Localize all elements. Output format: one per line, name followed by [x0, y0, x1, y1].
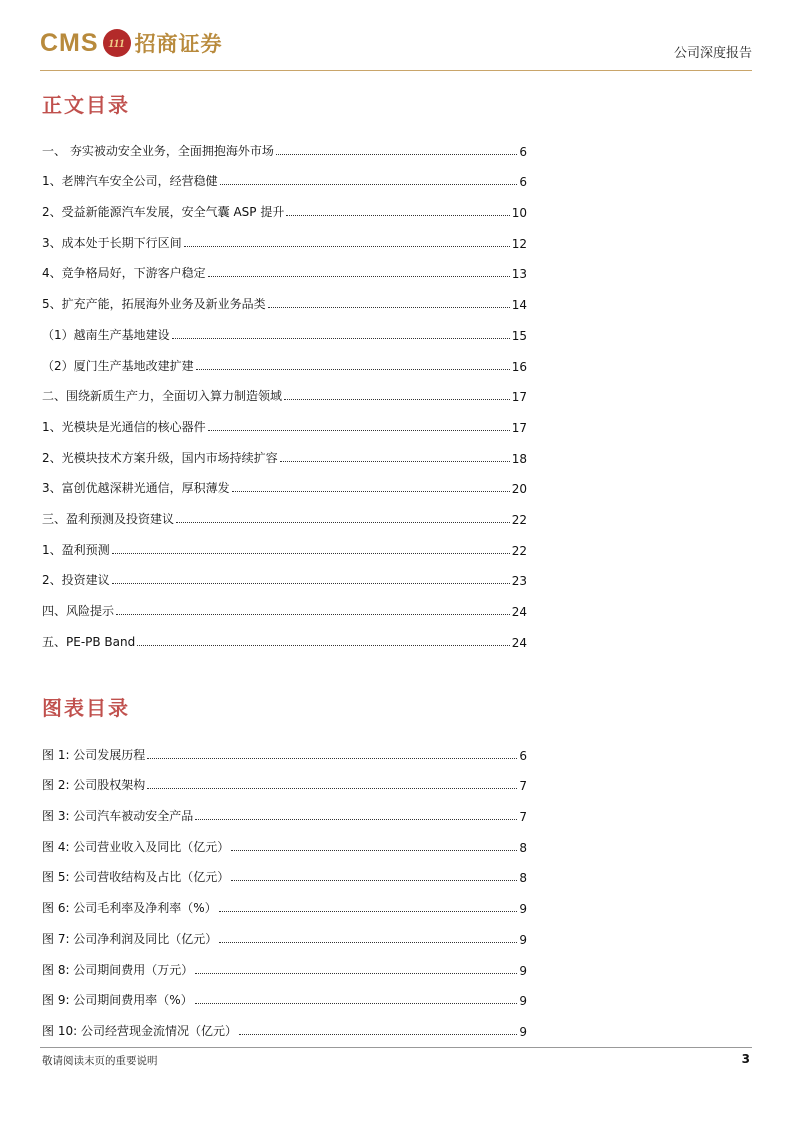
toc-entry-label[interactable]: 3、成本处于长期下行区间 — [42, 235, 182, 250]
toc-entry-page[interactable]: 24 — [511, 635, 527, 650]
toc-entry[interactable] — [42, 466, 527, 497]
toc-entry-label[interactable]: 二、围绕新质生产力，全面切入算力制造领域 — [42, 389, 283, 404]
toc-leader-dots — [137, 645, 509, 646]
page-number: 3 — [741, 1052, 750, 1066]
toc-entry-page[interactable]: 15 — [511, 328, 527, 343]
footer-divider — [40, 1047, 752, 1048]
header-divider — [40, 70, 752, 71]
toc-entry[interactable] — [42, 312, 527, 343]
toc-entry[interactable] — [42, 947, 527, 978]
toc-entry[interactable] — [42, 558, 527, 589]
toc-entry[interactable] — [42, 978, 527, 1009]
toc-leader-dots — [196, 369, 510, 370]
toc-entry-page[interactable]: 7 — [519, 779, 527, 794]
toc-entry[interactable] — [42, 1008, 527, 1039]
toc-entry-label[interactable]: 2、投资建议 — [42, 573, 110, 588]
toc-leader-dots — [195, 819, 517, 820]
toc-entry-label[interactable]: 4、竞争格局好，下游客户稳定 — [42, 266, 206, 281]
cms-logo — [40, 28, 223, 58]
toc-entry-label[interactable]: 图 1: 公司发展历程 — [42, 747, 146, 762]
toc-leader-dots — [184, 246, 510, 247]
toc-entry-page[interactable]: 13 — [511, 267, 527, 282]
toc-entry-page[interactable]: 6 — [519, 144, 527, 159]
toc-leader-dots — [268, 307, 510, 308]
toc-entry[interactable] — [42, 793, 527, 824]
toc-leader-dots — [286, 215, 509, 216]
toc-entry[interactable] — [42, 527, 527, 558]
toc-entry[interactable] — [42, 855, 527, 886]
toc-entry[interactable] — [42, 128, 527, 159]
toc-entry[interactable] — [42, 916, 527, 947]
toc-entry[interactable] — [42, 619, 527, 650]
toc-entry[interactable] — [42, 824, 527, 855]
toc-entry-page[interactable]: 22 — [511, 512, 527, 527]
toc-entry-label[interactable]: 图 3: 公司汽车被动安全产品 — [42, 809, 194, 824]
toc-entry[interactable] — [42, 763, 527, 794]
footer-disclaimer: 敬请阅读末页的重要说明 — [42, 1055, 158, 1067]
toc-leader-dots — [276, 154, 518, 155]
toc-entry-label[interactable]: 1、光模块是光通信的核心器件 — [42, 419, 206, 434]
toc-entry-label[interactable]: 3、富创优越深耕光通信，厚积薄发 — [42, 481, 230, 496]
toc-entry-page[interactable]: 6 — [519, 748, 527, 763]
toc-entry-label[interactable]: 5、扩充产能，拓展海外业务及新业务品类 — [42, 297, 266, 312]
toc-entry-label[interactable]: 1、老牌汽车安全公司，经营稳健 — [42, 174, 218, 189]
toc-entry[interactable] — [42, 496, 527, 527]
toc-entry[interactable] — [42, 732, 527, 763]
toc-leader-dots — [112, 553, 510, 554]
toc-entry-label[interactable]: （2）厦门生产基地改建扩建 — [42, 358, 194, 373]
toc-leader-dots — [284, 399, 510, 400]
toc-entry-label[interactable]: 图 9: 公司期间费用率（%） — [42, 993, 193, 1008]
toc-entry-page[interactable]: 17 — [511, 390, 527, 405]
toc-entry-page[interactable]: 9 — [519, 963, 527, 978]
toc-leader-dots — [172, 338, 510, 339]
toc-entry-label[interactable]: 图 7: 公司净利润及同比（亿元） — [42, 931, 218, 946]
toc-entry-label[interactable]: 四、风险提示 — [42, 604, 115, 618]
toc-entry[interactable] — [42, 343, 527, 374]
logo-badge-icon: 111 — [103, 29, 131, 57]
toc-leader-dots — [147, 758, 517, 759]
toc-leader-dots — [232, 491, 510, 492]
toc-leader-dots — [231, 850, 517, 851]
toc-entry-page[interactable]: 9 — [519, 932, 527, 947]
toc-entry-page[interactable]: 17 — [511, 420, 527, 435]
toc-entry-page[interactable]: 9 — [519, 1024, 527, 1039]
toc-entry[interactable] — [42, 588, 527, 619]
toc-entry-label[interactable]: 2、受益新能源汽车发展，安全气囊 ASP 提升 — [42, 205, 285, 220]
toc-entry[interactable] — [42, 374, 527, 405]
toc-entry[interactable] — [42, 251, 527, 282]
main-toc-title: 正文目录 — [42, 93, 130, 117]
toc-entry[interactable] — [42, 189, 527, 220]
toc-entry[interactable] — [42, 220, 527, 251]
toc-entry-page[interactable]: 8 — [519, 871, 527, 886]
figure-toc-title: 图表目录 — [42, 696, 130, 720]
toc-entry-page[interactable]: 9 — [519, 994, 527, 1009]
toc-leader-dots — [116, 614, 510, 615]
toc-leader-dots — [176, 522, 510, 523]
toc-entry[interactable] — [42, 404, 527, 435]
toc-leader-dots — [195, 1003, 518, 1004]
toc-entry-page[interactable]: 7 — [519, 810, 527, 825]
toc-entry[interactable] — [42, 281, 527, 312]
toc-entry[interactable] — [42, 159, 527, 190]
toc-entry-label[interactable]: 1、盈利预测 — [42, 542, 110, 557]
toc-entry-label[interactable]: 图 5: 公司营收结构及占比（亿元） — [42, 870, 230, 885]
toc-entry-label[interactable]: 一、 夯实被动安全业务，全面拥抱海外市场 — [42, 143, 274, 158]
toc-leader-dots — [208, 276, 510, 277]
toc-entry-page[interactable]: 16 — [511, 359, 527, 374]
logo-company-name: 招商证券 — [134, 31, 223, 56]
toc-entry-page[interactable]: 23 — [511, 574, 527, 589]
toc-entry-page[interactable]: 9 — [519, 902, 527, 917]
toc-leader-dots — [112, 583, 510, 584]
toc-entry-page[interactable]: 18 — [511, 451, 527, 466]
toc-leader-dots — [280, 461, 510, 462]
toc-entry[interactable] — [42, 885, 527, 916]
toc-entry-label[interactable]: 图 10: 公司经营现金流情况（亿元） — [42, 1023, 237, 1038]
toc-entry[interactable] — [42, 435, 527, 466]
toc-entry-label[interactable]: 图 8: 公司期间费用（万元） — [42, 962, 194, 977]
toc-entry-page[interactable]: 12 — [511, 236, 527, 251]
toc-entry-label[interactable]: 三、盈利预测及投资建议 — [42, 511, 175, 526]
toc-leader-dots — [239, 1034, 517, 1035]
toc-leader-dots — [147, 788, 517, 789]
toc-entry-page[interactable]: 8 — [519, 840, 527, 855]
toc-leader-dots — [231, 880, 517, 881]
toc-entry-page[interactable]: 6 — [519, 175, 527, 190]
toc-leader-dots — [219, 911, 518, 912]
page-header — [40, 28, 752, 70]
figure-toc-list — [42, 732, 527, 1039]
toc-entry-label[interactable]: 图 4: 公司营业收入及同比（亿元） — [42, 839, 230, 854]
toc-entry-label[interactable]: （1）越南生产基地建设 — [42, 327, 170, 342]
toc-leader-dots — [195, 973, 517, 974]
toc-leader-dots — [219, 942, 517, 943]
toc-entry-label[interactable]: 图 2: 公司股权架构 — [42, 778, 146, 793]
toc-entry-label[interactable]: 2、光模块技术方案升级，国内市场持续扩容 — [42, 450, 278, 465]
main-toc-list — [42, 128, 527, 650]
toc-entry-page[interactable]: 22 — [511, 543, 527, 558]
logo-cms-text: CMS — [40, 28, 99, 57]
toc-entry-label[interactable]: 五、PE-PB Band — [42, 634, 136, 649]
toc-entry-page[interactable]: 10 — [511, 206, 527, 221]
toc-entry-label[interactable]: 图 6: 公司毛利率及净利率（%） — [42, 901, 217, 916]
toc-entry-page[interactable]: 14 — [511, 298, 527, 313]
report-type: 公司深度报告 — [673, 46, 752, 61]
toc-leader-dots — [220, 184, 518, 185]
toc-entry-page[interactable]: 24 — [511, 605, 527, 619]
toc-leader-dots — [208, 430, 510, 431]
toc-entry-page[interactable]: 20 — [511, 482, 527, 497]
